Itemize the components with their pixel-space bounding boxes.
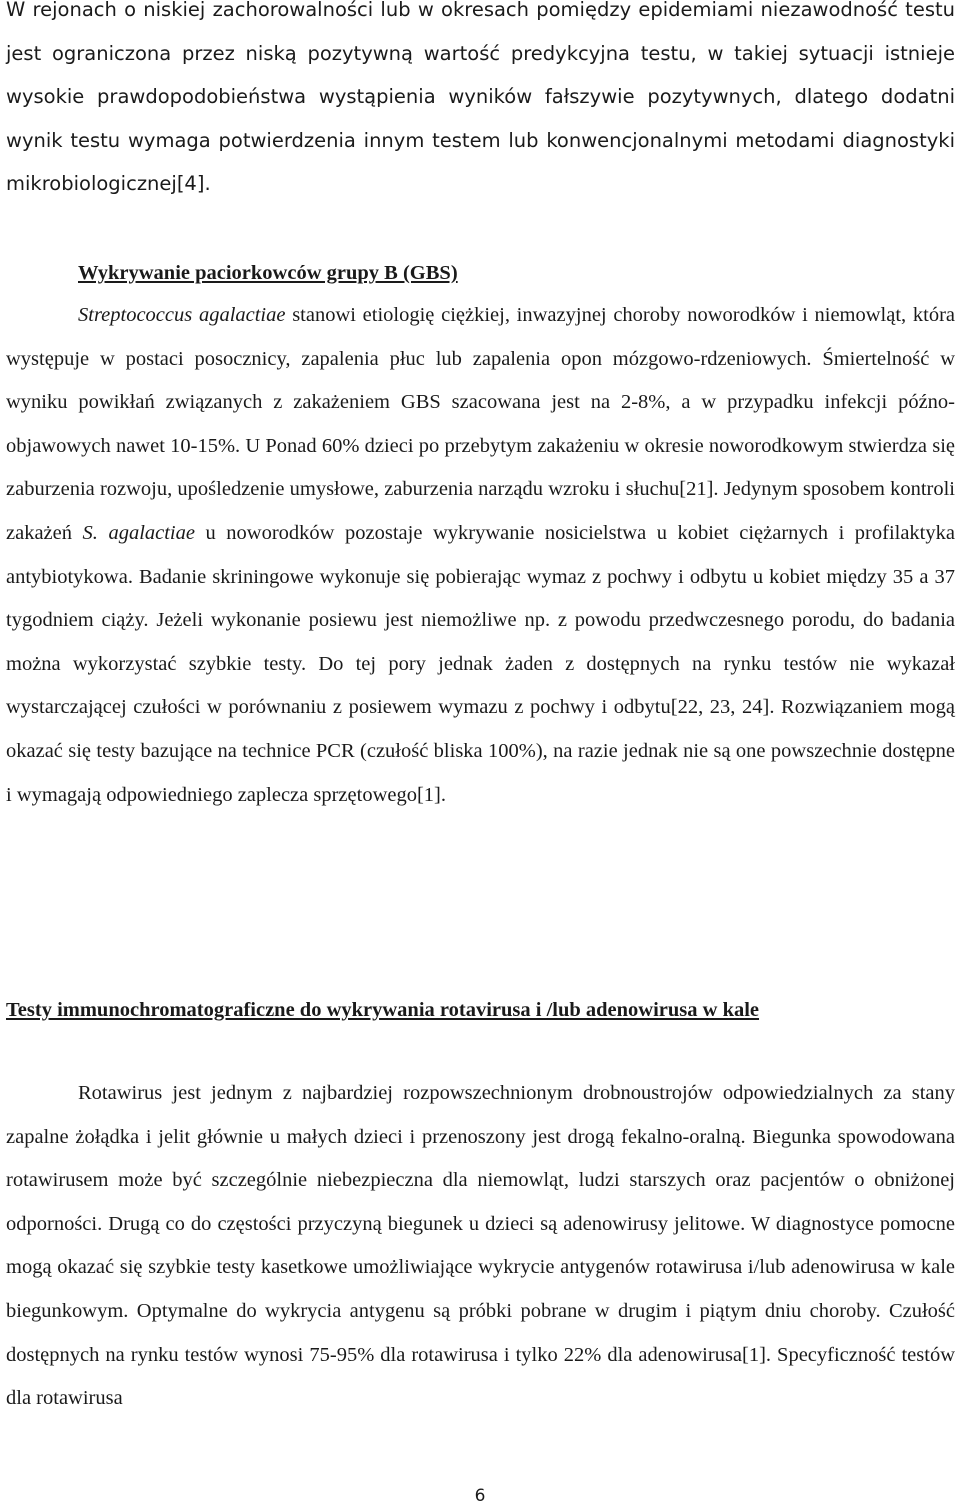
- paragraph-gbs-text-1: stanowi etiologię ciężkiej, inwazyjnej choroby noworodków i niemowląt, która występuje w postaci posocznicy, zapalenia płuc lub zapalenia opon mózgowo-rdzeniowych. Śmiertelność w wyniku powikłań związanych z zakażeniem GBS szacowana jest na 2-8%, a w przypadku infekcji późno-objawowych nawet 10-15%. U Ponad 60% dzieci po przebytym zakażeniu w okresie noworodkowym stwierdza się zaburzenia rozwoju, upośledzenie umysłowe, zaburzenia narządu wzroku i słuchu[21]. Jedynym sposobem kontroli zakażeń: [6, 304, 955, 544]
- section-heading-rotavirus: Testy immunochromatograficzne do wykrywania rotavirusa i /lub adenowirusa w kale: [6, 999, 760, 1021]
- paragraph-epidemic-reliability: W rejonach o niskiej zachorowalności lub w okresach pomiędzy epidemiami niezawodność testu jest ograniczona przez niską pozytywną wartość predykcyjna testu, w takiej sytuacji istnieje wysokie prawdopodobieństwa wystąpienia wyników fałszywie pozytywnych, dlatego dodatni wynik testu wymaga potwierdzenia innym testem lub konwencjonalnymi metodami diagnostyki mikrobiologicznej[4].: [6, 0, 955, 196]
- species-name-italic: Streptococcus agalactiae: [78, 304, 286, 326]
- section-heading-gbs: Wykrywanie paciorkowców grupy B (GBS): [78, 262, 458, 284]
- species-abbrev-italic: S. agalactiae: [82, 521, 195, 544]
- paragraph-rotavirus: Rotawirus jest jednym z najbardziej rozpowszechnionym drobnoustrojów odpowiedzialnych za stany zapalne żołądka i jelit głównie u małych dzieci i przenoszony jest drogą fekalno-oralną. Biegunka spowodowana rotawirusem może być szczególnie niebezpieczna dla niemowląt, ludzi starszych oraz pacjentów o obniżonej odporności. Drugą co do częstości przyczyną biegunek u dzieci są adenowirusy jelitowe. W diagnostyce pomocne mogą okazać się szybkie testy kasetkowe umożliwiające wykrycie antygenów rotawirusa i/lub adenowirusa w kale biegunkowym. Optymalne do wykrycia antygenu są próbki pobrane w drugim i piątym dniu choroby. Czułość dostępnych na rynku testów wynosi 75-95% dla rotawirusa i tylko 22% dla adenowirusa[1]. Specyficzność testów dla rotawirusa: [6, 1082, 955, 1410]
- page-number: 6: [474, 1486, 486, 1506]
- paragraph-gbs: [6, 294, 955, 817]
- paragraph-gbs-text-2: u noworodków pozostaje wykrywanie nosicielstwa u kobiet ciężarnych i profilaktyka antybiotykowa. Badanie skriningowe wykonuje się pobierając wymaz z pochwy i odbytu u kobiet między 35 a 37 tygodniem ciąży. Jeżeli wykonanie posiewu jest niemożliwe np. z powodu przedwczesnego porodu, do badania można wykorzystać szybkie testy. Do tej pory jednak żaden z dostępnych na rynku testów nie wykazał wystarczającej czułości w porównaniu z posiewem wymazu z pochwy i odbytu[22, 23, 24]. Rozwiązaniem mogą okazać się testy bazujące na technice PCR (czułość bliska 100%), na razie jednak nie są one powszechnie dostępne i wymagają odpowiedniego zaplecza sprzętowego[1].: [6, 521, 955, 806]
